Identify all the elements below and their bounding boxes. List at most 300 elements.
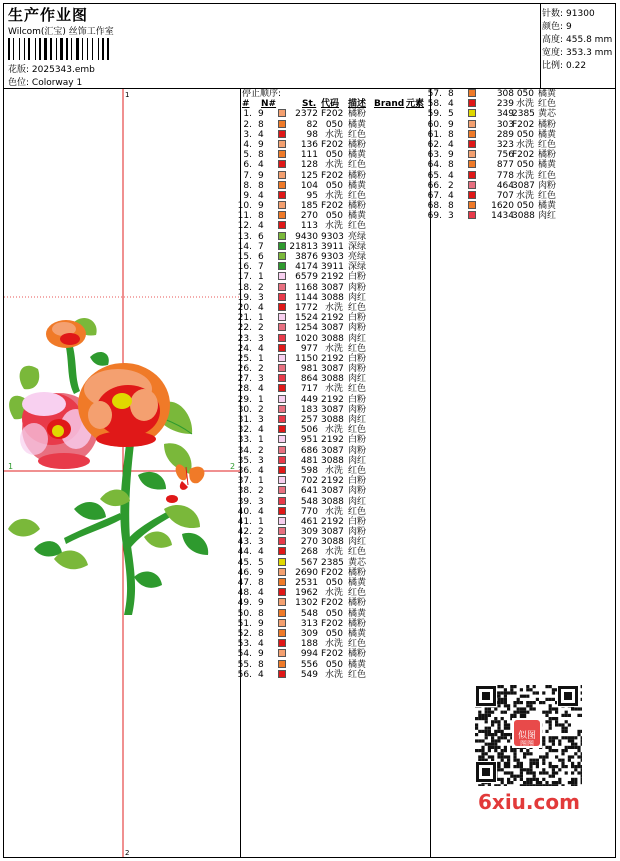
row-needle: 5 <box>448 109 454 120</box>
embroidery-artwork <box>4 89 240 857</box>
row-seq: 36. <box>237 465 252 476</box>
row-needle: 4 <box>258 302 264 313</box>
row-seq: 46. <box>237 567 252 578</box>
table-row <box>242 181 430 191</box>
table-row <box>237 231 430 242</box>
row-code: 3087 <box>321 323 344 334</box>
table-row <box>242 140 430 150</box>
row-needle: 1 <box>258 353 264 364</box>
barcode <box>8 38 116 60</box>
row-code: 水洗 <box>324 425 343 436</box>
row-code: 050 <box>516 160 534 171</box>
row-code: 水洗 <box>515 190 534 201</box>
table-row <box>237 455 430 466</box>
row-stitches: 567 <box>300 557 318 568</box>
row-stitches: 464 <box>496 180 514 191</box>
row-stitches: 449 <box>300 394 318 405</box>
row-seq: 16. <box>237 262 252 273</box>
row-desc: 橘粉 <box>348 649 367 660</box>
table-row <box>237 486 430 497</box>
row-seq: 57. <box>427 89 442 99</box>
row-stitches: 1020 <box>295 333 318 344</box>
row-needle: 1 <box>258 394 264 405</box>
table-row <box>237 649 430 660</box>
colorway-value: Colorway 1 <box>31 78 83 88</box>
row-desc: 红色 <box>538 139 557 150</box>
row-code: 水洗 <box>324 384 343 395</box>
row-code: 3087 <box>512 180 535 191</box>
row-desc: 红色 <box>348 639 367 650</box>
row-stitches: 309 <box>300 527 318 538</box>
row-desc: 红色 <box>348 506 367 517</box>
row-desc: 肉粉 <box>348 486 367 497</box>
row-desc: 肉红 <box>348 292 367 303</box>
row-code: 水洗 <box>324 221 343 232</box>
row-needle: 4 <box>448 99 454 110</box>
row-seq: 53. <box>237 639 252 650</box>
row-stitches: 349 <box>496 109 514 120</box>
table-row <box>237 639 430 650</box>
row-stitches: 136 <box>300 139 318 150</box>
row-desc: 橘黄 <box>348 578 367 588</box>
row-code: 2385 <box>512 109 535 120</box>
top-marker: 1 <box>125 91 130 99</box>
row-code: 9303 <box>321 252 344 262</box>
row-desc: 红色 <box>348 221 367 232</box>
row-seq: 7. <box>243 170 252 181</box>
row-stitches: 877 <box>496 160 514 171</box>
row-seq: 11. <box>237 211 252 222</box>
col-header-n: N# <box>261 99 277 110</box>
row-needle: 1 <box>258 435 264 446</box>
row-stitches: 977 <box>300 343 318 354</box>
row-desc: 白粉 <box>348 394 367 405</box>
table-row <box>237 384 430 395</box>
row-code: 水洗 <box>324 302 343 313</box>
row-code: 水洗 <box>324 160 343 171</box>
row-stitches: 707 <box>496 190 514 201</box>
row-needle: 8 <box>448 201 454 212</box>
row-desc: 白粉 <box>348 272 367 283</box>
row-stitches: 185 <box>300 201 318 212</box>
row-needle: 1 <box>258 272 264 283</box>
table-row <box>242 109 430 119</box>
row-stitches: 111 <box>300 150 318 161</box>
row-desc: 橘粉 <box>348 567 367 578</box>
row-stitches: 1302 <box>295 598 318 609</box>
small-bud <box>166 495 178 503</box>
row-desc: 肉红 <box>348 537 367 548</box>
row-code: 050 <box>516 129 534 140</box>
row-code: F202 <box>512 119 535 130</box>
row-seq: 4. <box>243 139 252 150</box>
row-seq: 26. <box>237 364 252 375</box>
row-code: 050 <box>325 211 343 222</box>
row-desc: 红色 <box>538 190 557 201</box>
table-row <box>427 160 557 171</box>
color-swatch <box>468 120 476 128</box>
row-desc: 深绿 <box>348 241 367 252</box>
row-code: 水洗 <box>324 343 343 354</box>
row-code: F202 <box>321 170 344 181</box>
row-code: 2192 <box>321 435 344 446</box>
row-stitches: 323 <box>496 139 514 150</box>
table-row <box>237 404 430 415</box>
row-needle: 4 <box>258 588 264 599</box>
row-desc: 红色 <box>538 99 557 110</box>
table-row <box>242 171 430 181</box>
color-swatch <box>468 99 476 107</box>
row-needle: 8 <box>258 180 264 191</box>
row-desc: 橘黄 <box>348 659 367 670</box>
row-needle: 2 <box>258 527 264 538</box>
row-needle: 2 <box>258 445 264 456</box>
bottom-marker: 2 <box>125 849 130 857</box>
row-stitches: 756 <box>496 150 514 161</box>
row-seq: 1. <box>243 109 252 120</box>
stat-line <box>542 6 595 19</box>
row-desc: 橘黄 <box>348 150 367 161</box>
table-row <box>237 435 430 446</box>
svg-text:图图: 图图 <box>520 740 534 748</box>
row-desc: 橘黄 <box>348 211 367 222</box>
row-needle: 3 <box>258 333 264 344</box>
row-code: F202 <box>321 109 344 120</box>
row-seq: 34. <box>237 445 252 456</box>
row-seq: 52. <box>237 628 252 639</box>
row-desc: 橘黄 <box>538 129 557 140</box>
row-seq: 19. <box>237 292 252 303</box>
row-needle: 8 <box>258 608 264 619</box>
orange-peony <box>78 363 170 447</box>
row-stitches: 1620 <box>491 201 514 212</box>
row-desc: 橘粉 <box>348 598 367 609</box>
row-stitches: 313 <box>300 618 318 629</box>
row-desc: 肉粉 <box>538 180 557 191</box>
row-code: 水洗 <box>324 129 343 140</box>
table-row <box>237 578 430 588</box>
row-needle: 8 <box>258 211 264 222</box>
table-row <box>237 353 430 364</box>
color-swatch <box>468 211 476 219</box>
row-needle: 8 <box>448 160 454 171</box>
row-code: 3911 <box>321 262 344 273</box>
table-row <box>237 618 430 629</box>
row-code: 水洗 <box>324 190 343 201</box>
row-seq: 63. <box>427 150 442 161</box>
row-stitches: 95 <box>306 190 318 201</box>
row-code: 9303 <box>321 231 344 242</box>
table-row <box>237 211 430 222</box>
row-needle: 9 <box>258 598 264 609</box>
row-seq: 59. <box>427 109 442 120</box>
table-row <box>237 567 430 578</box>
row-seq: 47. <box>237 578 252 588</box>
row-code: 3087 <box>321 404 344 415</box>
left-marker: 1 <box>8 462 14 471</box>
row-desc: 橘粉 <box>348 139 367 150</box>
row-stitches: 770 <box>300 506 318 517</box>
table-row <box>427 109 557 120</box>
row-stitches: 778 <box>496 170 514 181</box>
row-needle: 3 <box>258 455 264 466</box>
row-code: 050 <box>325 659 343 670</box>
table-row <box>427 150 557 161</box>
color-swatch <box>468 160 476 168</box>
row-stitches: 289 <box>496 129 514 140</box>
row-needle: 9 <box>258 139 264 150</box>
row-seq: 15. <box>237 252 252 262</box>
table-row <box>242 120 430 130</box>
row-stitches: 9430 <box>295 231 318 242</box>
table-row <box>427 211 557 222</box>
row-stitches: 1772 <box>295 302 318 313</box>
row-code: 3088 <box>321 455 344 466</box>
table-row <box>242 150 430 160</box>
col-header-desc: 描述 <box>348 99 367 110</box>
row-stitches: 21813 <box>289 241 318 252</box>
row-stitches: 128 <box>300 160 318 171</box>
row-code: F202 <box>321 139 344 150</box>
row-seq: 21. <box>237 313 252 324</box>
stat-label: 宽度: <box>542 48 564 58</box>
row-seq: 5. <box>243 150 252 161</box>
svg-text:似图: 似图 <box>517 731 537 741</box>
stat-label: 针数: <box>542 9 564 19</box>
row-stitches: 506 <box>300 425 318 436</box>
table-row <box>237 608 430 619</box>
row-desc: 红色 <box>348 669 367 680</box>
row-needle: 4 <box>258 669 264 680</box>
stat-line <box>542 45 612 58</box>
row-code: 050 <box>325 119 343 130</box>
table-row <box>237 272 430 283</box>
table-row <box>237 323 430 334</box>
row-code: F202 <box>321 618 344 629</box>
row-needle: 9 <box>258 201 264 212</box>
row-seq: 33. <box>237 435 252 446</box>
row-seq: 23. <box>237 333 252 344</box>
row-seq: 13. <box>237 231 252 242</box>
qr-code <box>472 682 582 786</box>
row-code: 2192 <box>321 313 344 324</box>
row-stitches: 270 <box>300 537 318 548</box>
row-desc: 橘黄 <box>348 180 367 191</box>
stat-value: 9 <box>566 22 572 32</box>
table-row <box>237 588 430 599</box>
row-needle: 9 <box>258 109 264 120</box>
stat-label: 比例: <box>542 61 564 71</box>
color-swatch <box>468 89 476 97</box>
row-desc: 肉粉 <box>348 364 367 375</box>
row-stitches: 1168 <box>295 282 318 293</box>
color-swatch <box>468 130 476 138</box>
row-needle: 8 <box>258 578 264 588</box>
table-row <box>237 394 430 405</box>
row-stitches: 461 <box>300 516 318 527</box>
row-seq: 20. <box>237 302 252 313</box>
row-code: 水洗 <box>324 588 343 599</box>
table-row <box>237 598 430 609</box>
color-swatch <box>468 140 476 148</box>
row-seq: 28. <box>237 384 252 395</box>
row-desc: 深绿 <box>348 262 367 273</box>
row-code: 水洗 <box>515 139 534 150</box>
row-seq: 61. <box>427 129 442 140</box>
row-stitches: 239 <box>496 99 514 110</box>
row-desc: 肉粉 <box>348 445 367 456</box>
row-needle: 4 <box>258 547 264 558</box>
table-row <box>237 547 430 558</box>
row-code: 水洗 <box>324 465 343 476</box>
row-stitches: 82 <box>306 119 318 130</box>
row-desc: 橘粉 <box>348 618 367 629</box>
row-stitches: 702 <box>300 476 318 487</box>
row-needle: 8 <box>448 89 454 99</box>
row-stitches: 125 <box>300 170 318 181</box>
row-code: 050 <box>516 89 534 99</box>
row-desc: 亮绿 <box>348 252 367 262</box>
design-file-line <box>8 62 95 75</box>
row-stitches: 641 <box>300 486 318 497</box>
row-needle: 4 <box>258 160 264 171</box>
row-seq: 17. <box>237 272 252 283</box>
row-desc: 橘黄 <box>538 201 557 212</box>
table-row <box>427 139 557 150</box>
row-desc: 红色 <box>348 343 367 354</box>
stat-value: 0.22 <box>566 61 587 71</box>
row-seq: 37. <box>237 476 252 487</box>
row-needle: 1 <box>258 313 264 324</box>
row-seq: 44. <box>237 547 252 558</box>
row-needle: 4 <box>258 384 264 395</box>
row-seq: 55. <box>237 659 252 670</box>
row-stitches: 270 <box>300 211 318 222</box>
row-desc: 红色 <box>538 170 557 181</box>
row-needle: 2 <box>258 282 264 293</box>
table-row <box>237 516 430 527</box>
row-needle: 2 <box>258 364 264 375</box>
row-code: 3087 <box>321 364 344 375</box>
row-needle: 8 <box>258 119 264 130</box>
color-swatch <box>468 201 476 209</box>
row-code: 050 <box>325 150 343 161</box>
row-stitches: 104 <box>300 180 318 191</box>
table-row <box>237 445 430 456</box>
design-preview <box>4 89 240 857</box>
row-code: 水洗 <box>515 170 534 181</box>
row-needle: 9 <box>258 170 264 181</box>
row-stitches: 1150 <box>295 353 318 364</box>
row-needle: 4 <box>448 170 454 181</box>
row-code: 水洗 <box>324 506 343 517</box>
row-desc: 橘黄 <box>348 608 367 619</box>
row-seq: 14. <box>237 241 252 252</box>
table-row <box>427 170 557 181</box>
row-needle: 7 <box>258 241 264 252</box>
row-desc: 肉粉 <box>348 404 367 415</box>
row-code: 3087 <box>321 486 344 497</box>
row-needle: 4 <box>258 506 264 517</box>
row-needle: 9 <box>258 618 264 629</box>
row-stitches: 309 <box>300 628 318 639</box>
row-needle: 9 <box>258 649 264 660</box>
row-seq: 69. <box>427 211 442 222</box>
page-title: 生产作业图 <box>8 6 89 24</box>
table-row <box>242 191 430 201</box>
row-desc: 肉红 <box>538 211 557 222</box>
row-seq: 60. <box>427 119 442 130</box>
row-seq: 29. <box>237 394 252 405</box>
row-stitches: 1962 <box>295 588 318 599</box>
row-desc: 红色 <box>348 465 367 476</box>
table-row <box>237 282 430 293</box>
table-row <box>427 190 557 201</box>
row-code: 2192 <box>321 516 344 527</box>
row-seq: 24. <box>237 343 252 354</box>
color-swatch <box>468 150 476 158</box>
row-desc: 肉红 <box>348 496 367 507</box>
row-stitches: 6579 <box>295 272 318 283</box>
row-stitches: 1144 <box>295 292 318 303</box>
row-seq: 2. <box>243 119 252 130</box>
row-stitches: 951 <box>300 435 318 446</box>
table-row <box>237 537 430 548</box>
stop-sequence-label: 停止顺序: <box>242 89 282 99</box>
design-file-value: 2025343.emb <box>31 65 95 75</box>
row-desc: 橘黄 <box>538 89 557 99</box>
row-stitches: 1524 <box>295 313 318 324</box>
row-code: 3087 <box>321 282 344 293</box>
colorway-line <box>8 75 82 88</box>
table-row <box>237 333 430 344</box>
row-seq: 66. <box>427 180 442 191</box>
row-code: 050 <box>516 201 534 212</box>
row-stitches: 864 <box>300 374 318 385</box>
row-stitches: 1434 <box>491 211 514 222</box>
row-needle: 1 <box>258 516 264 527</box>
row-code: 050 <box>325 628 343 639</box>
row-stitches: 556 <box>300 659 318 670</box>
row-stitches: 548 <box>300 608 318 619</box>
color-swatch <box>468 191 476 199</box>
table-row <box>237 659 430 670</box>
row-desc: 红色 <box>348 302 367 313</box>
row-code: 050 <box>325 608 343 619</box>
row-seq: 31. <box>237 415 252 425</box>
color-table-col2 <box>427 89 557 222</box>
table-row <box>237 669 430 680</box>
row-stitches: 113 <box>300 221 318 232</box>
row-seq: 49. <box>237 598 252 609</box>
row-seq: 51. <box>237 618 252 629</box>
row-seq: 58. <box>427 99 442 110</box>
col-header-brand: Brand <box>374 99 405 110</box>
row-desc: 肉红 <box>348 415 367 425</box>
row-code: 3088 <box>321 374 344 385</box>
row-stitches: 1254 <box>295 323 318 334</box>
row-seq: 64. <box>427 160 442 171</box>
row-seq: 27. <box>237 374 252 385</box>
row-seq: 48. <box>237 588 252 599</box>
row-code: F202 <box>321 567 344 578</box>
row-needle: 8 <box>258 150 264 161</box>
stat-label: 颜色: <box>542 22 564 32</box>
row-seq: 32. <box>237 425 252 436</box>
company-name: Wilcom(汇宝) 丝饰工作室 <box>8 27 114 37</box>
row-code: 2192 <box>321 353 344 364</box>
row-seq: 9. <box>243 190 252 201</box>
